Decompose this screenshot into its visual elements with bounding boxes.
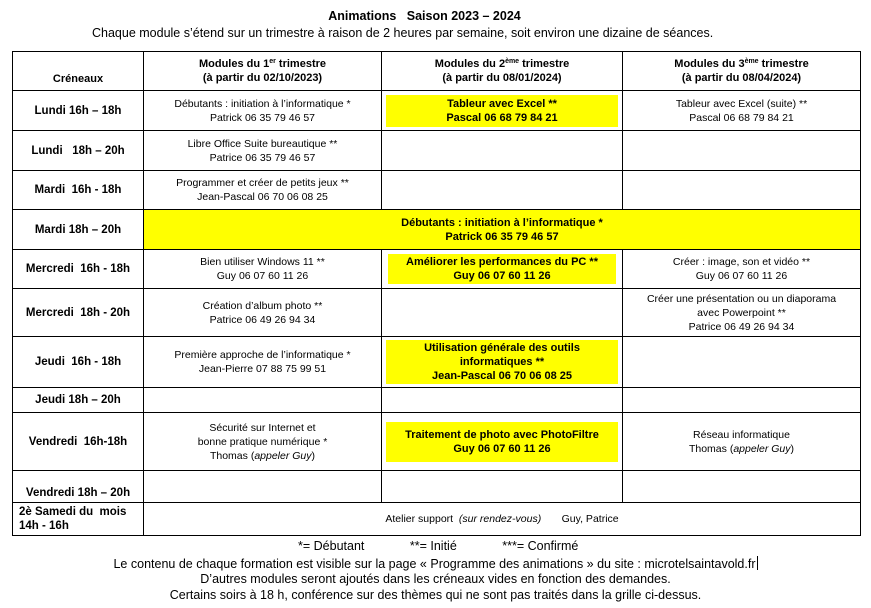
empty-cell bbox=[382, 388, 623, 413]
legend-beginner: *= Débutant bbox=[298, 539, 365, 553]
empty-cell bbox=[623, 131, 861, 171]
module-cell: Sécurité sur Internet et bonne pratique numérique * Thomas (appeler Guy) bbox=[144, 413, 382, 471]
empty-cell bbox=[382, 131, 623, 171]
page-title bbox=[0, 9, 871, 23]
module-cell-wide-highlight: Débutants : initiation à l’informatique * Patrick 06 35 79 46 57 bbox=[144, 210, 861, 250]
module-cell: Débutants : initiation à l’informatique * Patrick 06 35 79 46 57 bbox=[144, 91, 382, 131]
empty-cell bbox=[623, 471, 861, 503]
module-cell: Création d’album photo ** Patrice 06 49 26 94 34 bbox=[144, 289, 382, 337]
empty-cell bbox=[144, 471, 382, 503]
header-term-1: Modules du 1er trimestre (à partir du 02/10/2023) bbox=[144, 52, 382, 91]
module-cell: Créer : image, son et vidéo ** Guy 06 07 60 11 26 bbox=[623, 250, 861, 289]
empty-cell bbox=[623, 388, 861, 413]
slot-cell: 2è Samedi du mois 14h - 16h bbox=[13, 503, 144, 536]
empty-cell bbox=[144, 388, 382, 413]
table-row bbox=[13, 471, 861, 503]
module-cell-highlight: Améliorer les performances du PC ** Guy 06 07 60 11 26 bbox=[382, 250, 623, 289]
table-row bbox=[13, 210, 861, 250]
empty-cell bbox=[382, 289, 623, 337]
header-slot: Créneaux bbox=[13, 52, 144, 91]
slot-cell: Mercredi 16h - 18h bbox=[13, 250, 144, 289]
title-animations: Animations bbox=[328, 9, 397, 23]
slot-cell: Vendredi 18h – 20h bbox=[13, 471, 144, 503]
slot-cell: Jeudi 18h – 20h bbox=[13, 388, 144, 413]
table-row bbox=[13, 388, 861, 413]
table-row bbox=[13, 250, 861, 289]
module-cell: Réseau informatique Thomas (appeler Guy) bbox=[623, 413, 861, 471]
footer-line-2: D’autres modules seront ajoutés dans les créneaux vides en fonction des demandes. bbox=[200, 572, 671, 586]
header-term-3: Modules du 3ème trimestre (à partir du 08/04/2024) bbox=[623, 52, 861, 91]
slot-cell: Mercredi 18h - 20h bbox=[13, 289, 144, 337]
empty-cell bbox=[382, 171, 623, 210]
slot-cell: Lundi 16h – 18h bbox=[13, 91, 144, 131]
slot-cell: Mardi 18h – 20h bbox=[13, 210, 144, 250]
table-row bbox=[13, 337, 861, 388]
table-row bbox=[13, 91, 861, 131]
empty-cell bbox=[623, 337, 861, 388]
module-cell: Libre Office Suite bureautique ** Patrice 06 35 79 46 57 bbox=[144, 131, 382, 171]
module-cell: Première approche de l’informatique * Jean-Pierre 07 88 75 99 51 bbox=[144, 337, 382, 388]
title-season: Saison 2023 – 2024 bbox=[406, 9, 521, 23]
module-cell-highlight: Traitement de photo avec PhotoFiltre Guy 06 07 60 11 26 bbox=[382, 413, 623, 471]
slot-cell: Lundi 18h – 20h bbox=[13, 131, 144, 171]
legend-initiated: **= Initié bbox=[409, 539, 457, 553]
module-cell-highlight: Utilisation générale des outils informatiques ** Jean-Pascal 06 70 06 08 25 bbox=[382, 337, 623, 388]
slot-cell: Jeudi 16h - 18h bbox=[13, 337, 144, 388]
schedule-table bbox=[12, 51, 861, 536]
text-caret bbox=[757, 556, 758, 570]
table-row bbox=[13, 171, 861, 210]
legend bbox=[298, 539, 578, 553]
empty-cell bbox=[382, 471, 623, 503]
module-cell: Bien utiliser Windows 11 ** Guy 06 07 60 11 26 bbox=[144, 250, 382, 289]
page-subtitle: Chaque module s’étend sur un trimestre à raison de 2 heures par semaine, soit environ une dizaine de séances. bbox=[92, 26, 714, 40]
header-row bbox=[13, 52, 861, 91]
header-term-2: Modules du 2ème trimestre (à partir du 08/01/2024) bbox=[382, 52, 623, 91]
module-cell-wide: Atelier support (sur rendez-vous) Guy, Patrice bbox=[144, 503, 861, 536]
module-cell: Programmer et créer de petits jeux ** Jean-Pascal 06 70 06 08 25 bbox=[144, 171, 382, 210]
module-cell: Créer une présentation ou un diaporama avec Powerpoint ** Patrice 06 49 26 94 34 bbox=[623, 289, 861, 337]
empty-cell bbox=[623, 171, 861, 210]
footer-line-1: Le contenu de chaque formation est visible sur la page « Programme des animations » du site : microtelsaintavold.fr bbox=[113, 557, 756, 571]
table-row bbox=[13, 503, 861, 536]
table-row bbox=[13, 289, 861, 337]
table-row bbox=[13, 413, 861, 471]
slot-cell: Mardi 16h - 18h bbox=[13, 171, 144, 210]
footer-line-3: Certains soirs à 18 h, conférence sur des thèmes qui ne sont pas traités dans la grille ci-dessus. bbox=[169, 588, 702, 602]
legend-confirmed: ***= Confirmé bbox=[502, 539, 579, 553]
module-cell: Tableur avec Excel (suite) ** Pascal 06 68 79 84 21 bbox=[623, 91, 861, 131]
module-cell-highlight: Tableur avec Excel ** Pascal 06 68 79 84 21 bbox=[382, 91, 623, 131]
table-row bbox=[13, 131, 861, 171]
slot-cell: Vendredi 16h-18h bbox=[13, 413, 144, 471]
